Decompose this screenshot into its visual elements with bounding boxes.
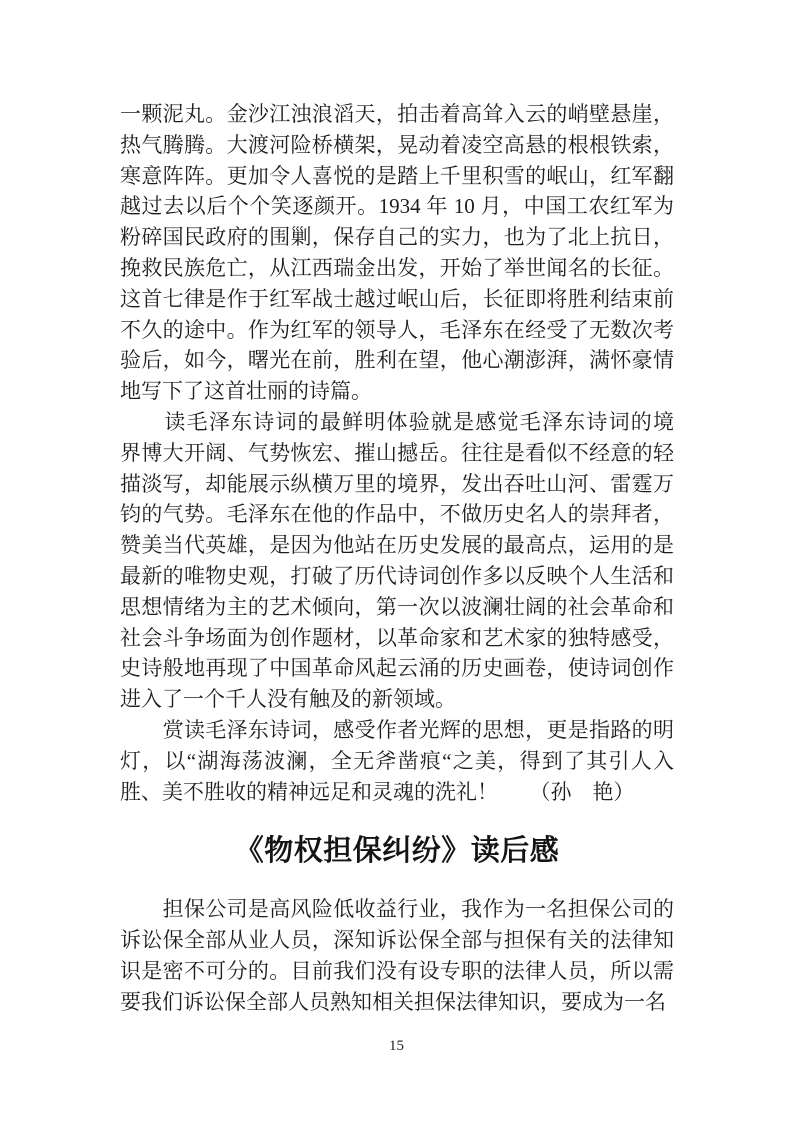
text-line: 描淡写，却能展示纵横万里的境界，发出吞吐山河、雷霆万 <box>120 471 674 496</box>
text-line: 社会斗争场面为创作题材，以革命家和艺术家的独特感受， <box>120 625 674 650</box>
text-line: 最新的唯物史观，打破了历代诗词创作多以反映个人生活和 <box>120 563 674 588</box>
text-line: 读毛泽东诗词的最鲜明体验就是感觉毛泽东诗词的境 <box>120 409 674 434</box>
text-line: 寒意阵阵。更加令人喜悦的是踏上千里积雪的岷山，红军翻 <box>120 163 674 188</box>
paragraph <box>120 99 674 407</box>
text-column <box>120 99 674 1018</box>
text-line: 赞美当代英雄，是因为他站在历史发展的最高点，运用的是 <box>120 533 674 558</box>
page-number: 15 <box>389 1038 404 1054</box>
text-line: 赏读毛泽东诗词，感受作者光辉的思想，更是指路的明 <box>120 717 674 742</box>
text-line: 进入了一个千人没有触及的新领域。 <box>120 687 456 712</box>
paragraph <box>120 894 674 1017</box>
text-line: 这首七律是作于红军战士越过岷山后，长征即将胜利结束前 <box>120 286 674 311</box>
text-line: 要我们诉讼保全部人员熟知相关担保法律知识，要成为一名 <box>120 989 666 1014</box>
text-line: 钧的气势。毛泽东在他的作品中，不做历史名人的崇拜者， <box>120 502 674 527</box>
article-title: 《物权担保纠纷》读后感 <box>234 835 560 868</box>
text-line: 史诗般地再现了中国革命风起云涌的历史画卷，使诗词创作 <box>120 656 674 681</box>
text-line: 识是密不可分的。目前我们没有设专职的法律人员，所以需 <box>120 958 674 983</box>
text-line: 界博大开阔、气势恢宏、摧山撼岳。往往是看似不经意的轻 <box>120 440 674 465</box>
text-line: 粉碎国民政府的围剿，保存自己的实力，也为了北上抗日， <box>120 225 674 250</box>
text-line: 地写下了这首壮丽的诗篇。 <box>120 379 372 404</box>
text-line: 灯，以“湖海荡波澜，全无斧凿痕“之美，得到了其引人入 <box>120 748 674 773</box>
text-line: 诉讼保全部从业人员，深知诉讼保全部与担保有关的法律知 <box>120 928 674 953</box>
article-poetry-review-body <box>120 99 674 807</box>
text-line: 热气腾腾。大渡河险桥横架，晃动着凌空高悬的根根铁索， <box>120 132 674 157</box>
paragraph <box>120 407 674 715</box>
text-line: 越过去以后个个笑逐颜开。1934 年 10 月，中国工农红军为 <box>120 194 674 219</box>
text-line: 验后，如今，曙光在前，胜利在望，他心潮澎湃，满怀豪情 <box>120 348 674 373</box>
text-line: 思想情绪为主的艺术倾向，第一次以波澜壮阔的社会革命和 <box>120 594 674 619</box>
text-line: 不久的途中。作为红军的领导人，毛泽东在经受了无数次考 <box>120 317 674 342</box>
text-line: 担保公司是高风险低收益行业，我作为一名担保公司的 <box>120 897 674 922</box>
text-line: 挽救民族危亡，从江西瑞金出发，开始了举世闻名的长征。 <box>120 255 674 280</box>
text-line: 一颗泥丸。金沙江浊浪滔天，拍击着高耸入云的峭壁悬崖， <box>120 102 674 126</box>
article-property-guarantee-body <box>120 894 674 1017</box>
text-line: 胜、美不胜收的精神远足和灵魂的洗礼！ （孙 艳） <box>120 779 635 804</box>
paragraph <box>120 715 674 807</box>
